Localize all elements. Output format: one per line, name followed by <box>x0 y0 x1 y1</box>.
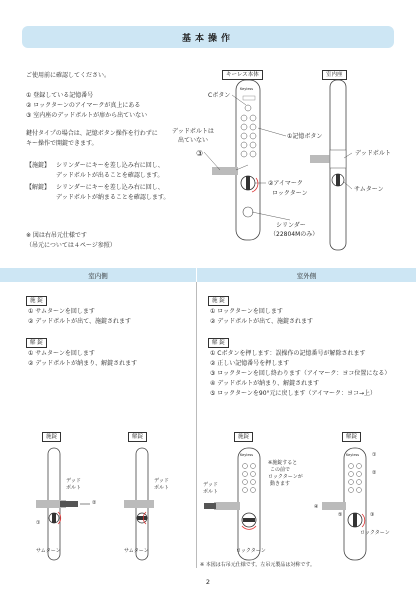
circle-3-marker: ③ <box>196 149 204 158</box>
deadbolt-not-out-label: デッドボルトは <box>172 128 214 135</box>
indoor-thumb-turn-label-1: サムターン <box>36 548 61 554</box>
lock-turn-label: ロックターン <box>272 190 308 197</box>
indoor-marker-2: ② <box>92 500 97 506</box>
key-note-2: キー操作で開錠できます。 <box>26 140 98 147</box>
outdoor-lock-step-1: ① ロックターンを回します <box>210 308 283 315</box>
outdoor-unlock-step-3: ③ ロックターンを回し終わります（アイマーク：ヨコ位置になる） <box>210 370 391 377</box>
cylinder-label: シリンダー <box>276 222 306 229</box>
outdoor-unlock-tag: 解 錠 <box>208 338 229 348</box>
lock-label: 【施錠】 <box>26 162 51 169</box>
keyless-body-label: キーレス本体 <box>222 70 263 80</box>
outdoor-marker-1: ① <box>372 452 377 458</box>
indoor-title: 室内側 <box>88 271 108 280</box>
indoor-deadbolt-label-b2: ボルト <box>154 485 170 491</box>
foot-note-2: （吊元については４ページ参照） <box>26 242 116 249</box>
indoor-fig-lock-tag: 施錠 <box>42 432 61 442</box>
outdoor-lock-turn-label-2: ロックターン <box>360 530 390 536</box>
brand-mark: Keyless <box>240 87 254 91</box>
indoor-lock-step-2: ② デッドボルトが出て、施錠されます <box>28 318 132 325</box>
outdoor-fig-unlock-tag: 解錠 <box>342 432 361 442</box>
indoor-marker-1: ① <box>36 520 41 526</box>
outdoor-unlock-step-1: ① Cボタンを押します：誤操作の記憶番号が解除されます <box>210 350 366 357</box>
indoor-deadbolt-label-2: ボルト <box>66 485 82 491</box>
outdoor-deadbolt-label: デッド <box>203 482 218 488</box>
indoor-unit-label: 室内座 <box>322 70 347 80</box>
outdoor-note-d: 動きます <box>270 481 291 487</box>
outdoor-brand-mark-2: Keyless <box>346 453 360 457</box>
indoor-fig-unlock-tag: 解錠 <box>128 432 147 442</box>
lock-text-2: デッドボルトが出ることを確認します。 <box>56 172 164 179</box>
outdoor-note-c: ロックターンが <box>268 474 303 480</box>
outdoor-lock-step-2: ② デッドボルトが出て、施錠されます <box>210 318 314 325</box>
indoor-unlock-step-2: ② デッドボルトが納まり、解錠されます <box>28 360 138 367</box>
outdoor-note-b: この前で <box>270 467 291 473</box>
outdoor-lock-tag: 施 錠 <box>208 296 229 306</box>
outdoor-marker-3: ③ <box>370 512 375 518</box>
indoor-thumb-turn-label-2: サムターン <box>124 548 149 554</box>
header-title: 基本操作 <box>181 33 234 44</box>
outdoor-unlock-step-5: ⑤ ロックターンを90°元に戻します（アイマーク：ヨコ→上） <box>210 390 377 397</box>
foot-note-1: ※ 図は右吊元仕様です <box>26 232 87 239</box>
deadbolt-not-out-label-2: 出ていない <box>178 137 209 144</box>
eye-mark-label: ②アイマーク <box>268 180 303 187</box>
c-button-label: Cボタン <box>208 92 231 99</box>
indoor-lock-tag: 施 錠 <box>26 296 47 306</box>
bottom-footnote: ※ 本図は右吊元仕様です。左吊元製品は対称です。 <box>200 562 315 568</box>
unlock-text-2: デッドボルトが納まることを確認します。 <box>56 194 170 201</box>
cylinder-note: （22804Mのみ） <box>270 231 319 238</box>
indoor-deadbolt-label-b: デッド <box>154 478 169 484</box>
deadbolt-label: デッドボルト <box>355 150 391 157</box>
check-item-2: ② ロックターンのアイマークが真上にある <box>26 102 141 109</box>
key-note-1: 鍵付タイプの場合は、記憶ボタン操作を行わずに <box>26 130 158 137</box>
thumb-turn-label: サムターン <box>354 186 384 193</box>
page-number: 2 <box>205 578 211 586</box>
outdoor-unlock-step-2: ② 正しい記憶番号を押します <box>210 360 290 367</box>
intro-line: ご使用前に確認してください。 <box>26 72 111 79</box>
unlock-label: 【解錠】 <box>26 184 51 191</box>
outdoor-fig-lock-tag: 施錠 <box>234 432 253 442</box>
outdoor-note-a: ※施錠すると <box>268 460 298 466</box>
indoor-lock-step-1: ① サムターンを回します <box>28 308 95 315</box>
indoor-unlock-step-1: ① サムターンを回します <box>28 350 95 357</box>
outdoor-title: 室外側 <box>296 271 317 280</box>
check-item-3: ③ 室内座のデッドボルトが扉から出ていない <box>26 112 148 119</box>
outdoor-marker-5: ⑤ <box>338 512 343 518</box>
indoor-deadbolt-label: デッド <box>66 478 81 484</box>
outdoor-marker-4: ④ <box>314 504 319 510</box>
lock-text-1: シリンダーにキーを差し込み右に回し、 <box>56 162 164 169</box>
memory-button-label: ①記憶ボタン <box>287 133 323 140</box>
outdoor-lock-turn-label-1: ロックターン <box>236 548 266 554</box>
outdoor-deadbolt-label-2: ボルト <box>203 489 219 495</box>
check-item-1: ① 登録している記憶番号 <box>26 92 94 99</box>
outdoor-brand-mark-1: Keyless <box>240 453 254 457</box>
unlock-text-1: シリンダーにキーを差し込み右に回し、 <box>56 184 164 191</box>
outdoor-marker-2: ② <box>372 470 377 476</box>
outdoor-unlock-step-4: ④ デッドボルトが納まり、解錠されます <box>210 380 320 387</box>
indoor-unlock-tag: 解 錠 <box>26 338 47 348</box>
